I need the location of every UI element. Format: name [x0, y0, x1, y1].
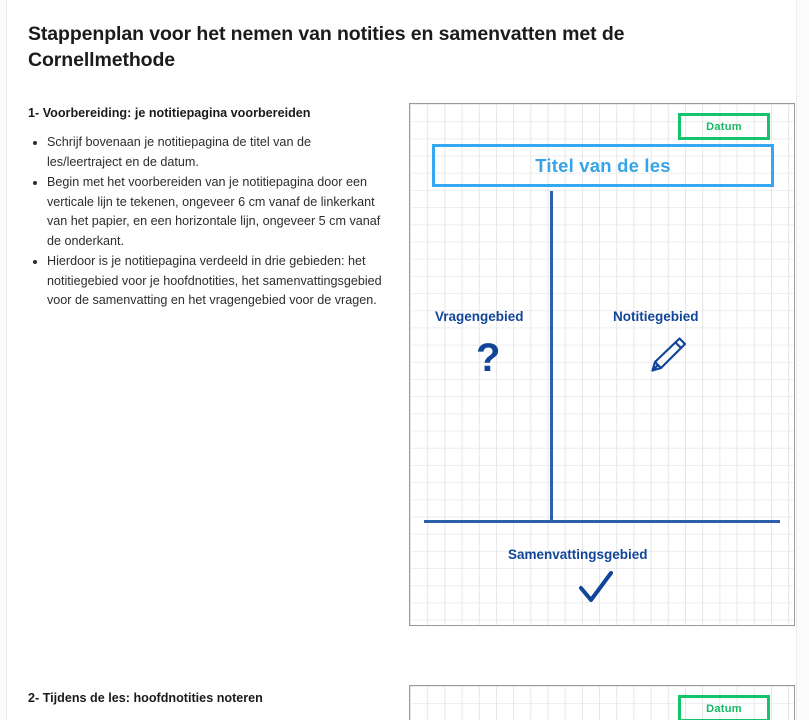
step-2-heading: 2- Tijdens de les: hoofdnotities noteren: [28, 691, 263, 705]
step-2-text-column: [28, 690, 388, 718]
cornell-sheet-diagram: [409, 103, 795, 626]
page-right-gutter: [796, 0, 809, 720]
vertical-divider-line: [550, 191, 553, 523]
page-left-gutter: [0, 0, 7, 720]
step-1-heading: 1- Voorbereiding: je notitiepagina voorbereiden: [28, 106, 311, 120]
horizontal-divider-line: [424, 520, 780, 523]
question-mark-icon: ?: [476, 336, 501, 380]
cornell-sheet-diagram-2: [409, 685, 795, 720]
region-label-notes: Notitiegebied: [613, 309, 699, 324]
step-1-text-column: [28, 105, 388, 312]
check-icon: [576, 569, 616, 609]
lesson-title-label: Titel van de les: [535, 154, 671, 176]
pencil-icon: [644, 332, 690, 378]
step-1-bullet-list: [28, 133, 388, 311]
date-box-label-2: Datum: [706, 702, 742, 715]
region-label-questions: Vragengebied: [435, 309, 524, 324]
date-box-2: [678, 695, 770, 720]
list-item: Schrijf bovenaan je notitiepagina de titel van de les/leertraject en de datum.: [28, 133, 388, 172]
date-box: [678, 113, 770, 140]
page-title: Stappenplan voor het nemen van notities en samenvatten met de Cornellmethode: [28, 23, 625, 72]
list-item: Hierdoor is je notitiepagina verdeeld in drie gebieden: het notitiegebied voor je hoofdnotities, het samenvattingsgebied voor de samenvatting en het vragengebied voor de vragen.: [28, 252, 388, 311]
region-label-summary: Samenvattingsgebied: [508, 547, 648, 562]
list-item: Begin met het voorbereiden van je notitiepagina door een verticale lijn te tekenen, ongeveer 6 cm vanaf de linkerkant van het papier, en een horizontale lijn, ongeveer 5 cm vanaf de onderkant.: [28, 173, 388, 251]
lesson-title-box: [432, 144, 774, 187]
date-box-label: Datum: [706, 120, 742, 133]
